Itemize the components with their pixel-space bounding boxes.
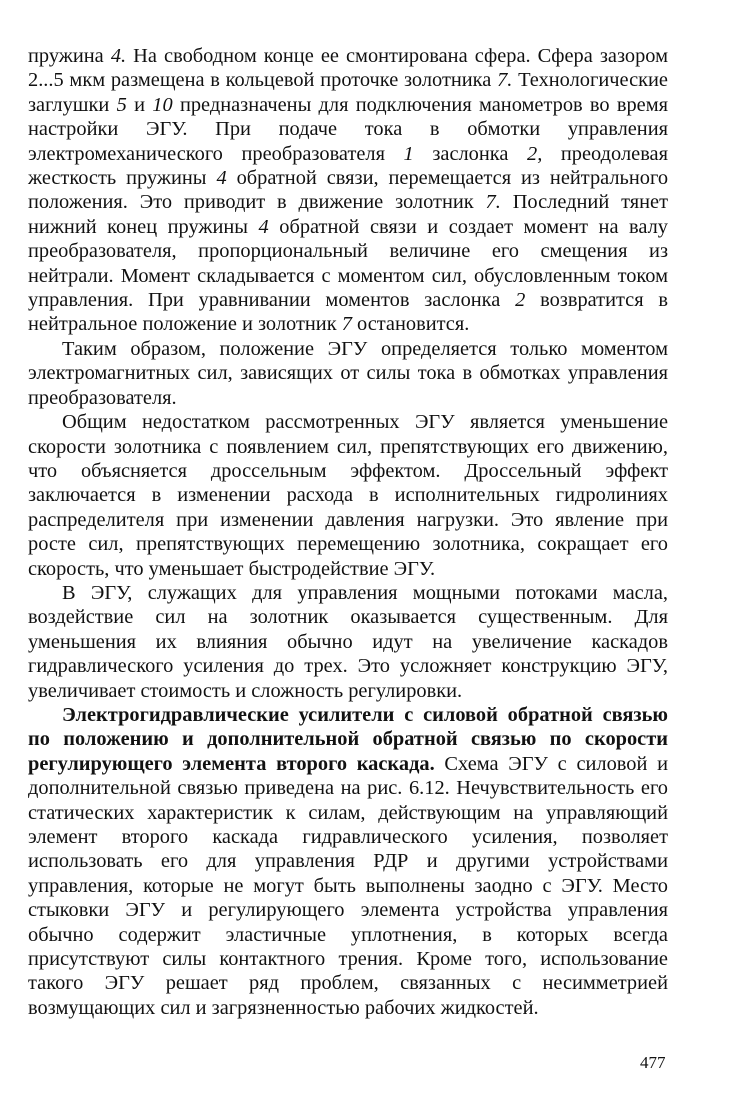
paragraph-4: [28, 581, 668, 703]
text-run: 7.: [485, 191, 501, 214]
text-run: обратной связи и создает момент на валу преобразователя, пропорциональный величине его смещения из нейтрали. Момент складывается с моментом сил, обусловленным током управления. При уравнивании моментов заслонка: [28, 215, 668, 312]
page-body: [28, 44, 668, 1020]
text-run: остановится.: [351, 313, 470, 336]
text-run: Общим недостатком рассмотренных ЭГУ является уменьшение скорости золотника с появлением сил, препятствующих его движению, что объясняется дроссельным эффектом. Дроссельный эффект заключается в изменении расхода в исполнительных гидролиниях распределителя при изменении давления нагрузки. Это явление при росте сил, препятствующих перемещению золотника, сокращает его скорость, что уменьшает быстродействие ЭГУ.: [28, 411, 668, 580]
text-run: обратной связи, перемещается из нейтрального положения. Это приводит в движение золотник: [28, 167, 669, 214]
text-run: Схема ЭГУ с силовой и дополнительной связью приведена на рис. 6.12. Нечувствительность его статических характеристик к силам, действующим на управляющий элемент второго каскада гидравлического усиления, позволяет использовать его для управления РДР и другими устройствами управления, которые не могут быть выполнены заодно с ЭГУ. Место стыковки ЭГУ и регулирующего элемента устройства управления обычно содержит эластичные уплотнения, в которых всегда присутствуют силы контактного трения. Кроме того, использование такого ЭГУ решает ряд проблем, связанных с несимметрией возмущающих сил и загрязненностью рабочих жидкостей.: [28, 752, 669, 1019]
text-run: 10: [152, 93, 173, 116]
text-run: Последний тянет нижний конец пружины: [28, 191, 669, 238]
text-run: предназначены для подключения манометров во время настройки ЭГУ. При подаче тока в обмотки управления электромеханического преобразователя: [28, 93, 669, 165]
text-run: 2: [515, 289, 526, 312]
text-run: В ЭГУ, служащих для управления мощными потоками масла, воздействие сил на золотник оказывается существенным. Для уменьшения их влияния обычно идут на увеличение каскадов гидравлического усиления до трех. Это усложняет конструкцию ЭГУ, увеличивает стоимость и сложность регулировки.: [28, 581, 668, 702]
paragraph-2: [28, 337, 668, 410]
text-run: 4: [216, 167, 227, 190]
text-run: возвратится в нейтральное положение и золотник: [28, 289, 668, 336]
text-run: 5: [116, 93, 127, 116]
text-run: 4.: [110, 45, 127, 67]
text-run: Технологические заглушки: [28, 69, 668, 116]
text-run: преодолевая жесткость пружины: [28, 142, 668, 190]
text-run: На свободном конце ее смонтирована сфера. Сфера зазором 2...5 мкм размещена в кольцевой проточке золотника: [28, 45, 669, 92]
page-number: 477: [640, 1053, 666, 1072]
text-run: Таким образом, положение ЭГУ определяется только моментом электромагнитных сил, зависящих от силы тока в обмотках управления преобразователя.: [28, 337, 668, 409]
text-run: 2,: [527, 142, 543, 165]
text-run: 7.: [497, 69, 513, 92]
text-run: 4: [258, 215, 269, 238]
text-run: 7: [341, 313, 352, 336]
paragraph-3: [28, 410, 668, 581]
text-run: Электрогидравлические усилители с силовой обратной связью по положению и дополнительной обратной связью по скорости регулирующего элемента второго каскада.: [28, 703, 668, 775]
text-run: 1: [403, 142, 414, 165]
paragraph-1: [28, 44, 668, 337]
paragraph-5: [28, 703, 668, 1020]
text-run: пружина: [28, 45, 111, 67]
text-run: заслонка: [413, 142, 528, 165]
text-run: и: [126, 93, 153, 116]
